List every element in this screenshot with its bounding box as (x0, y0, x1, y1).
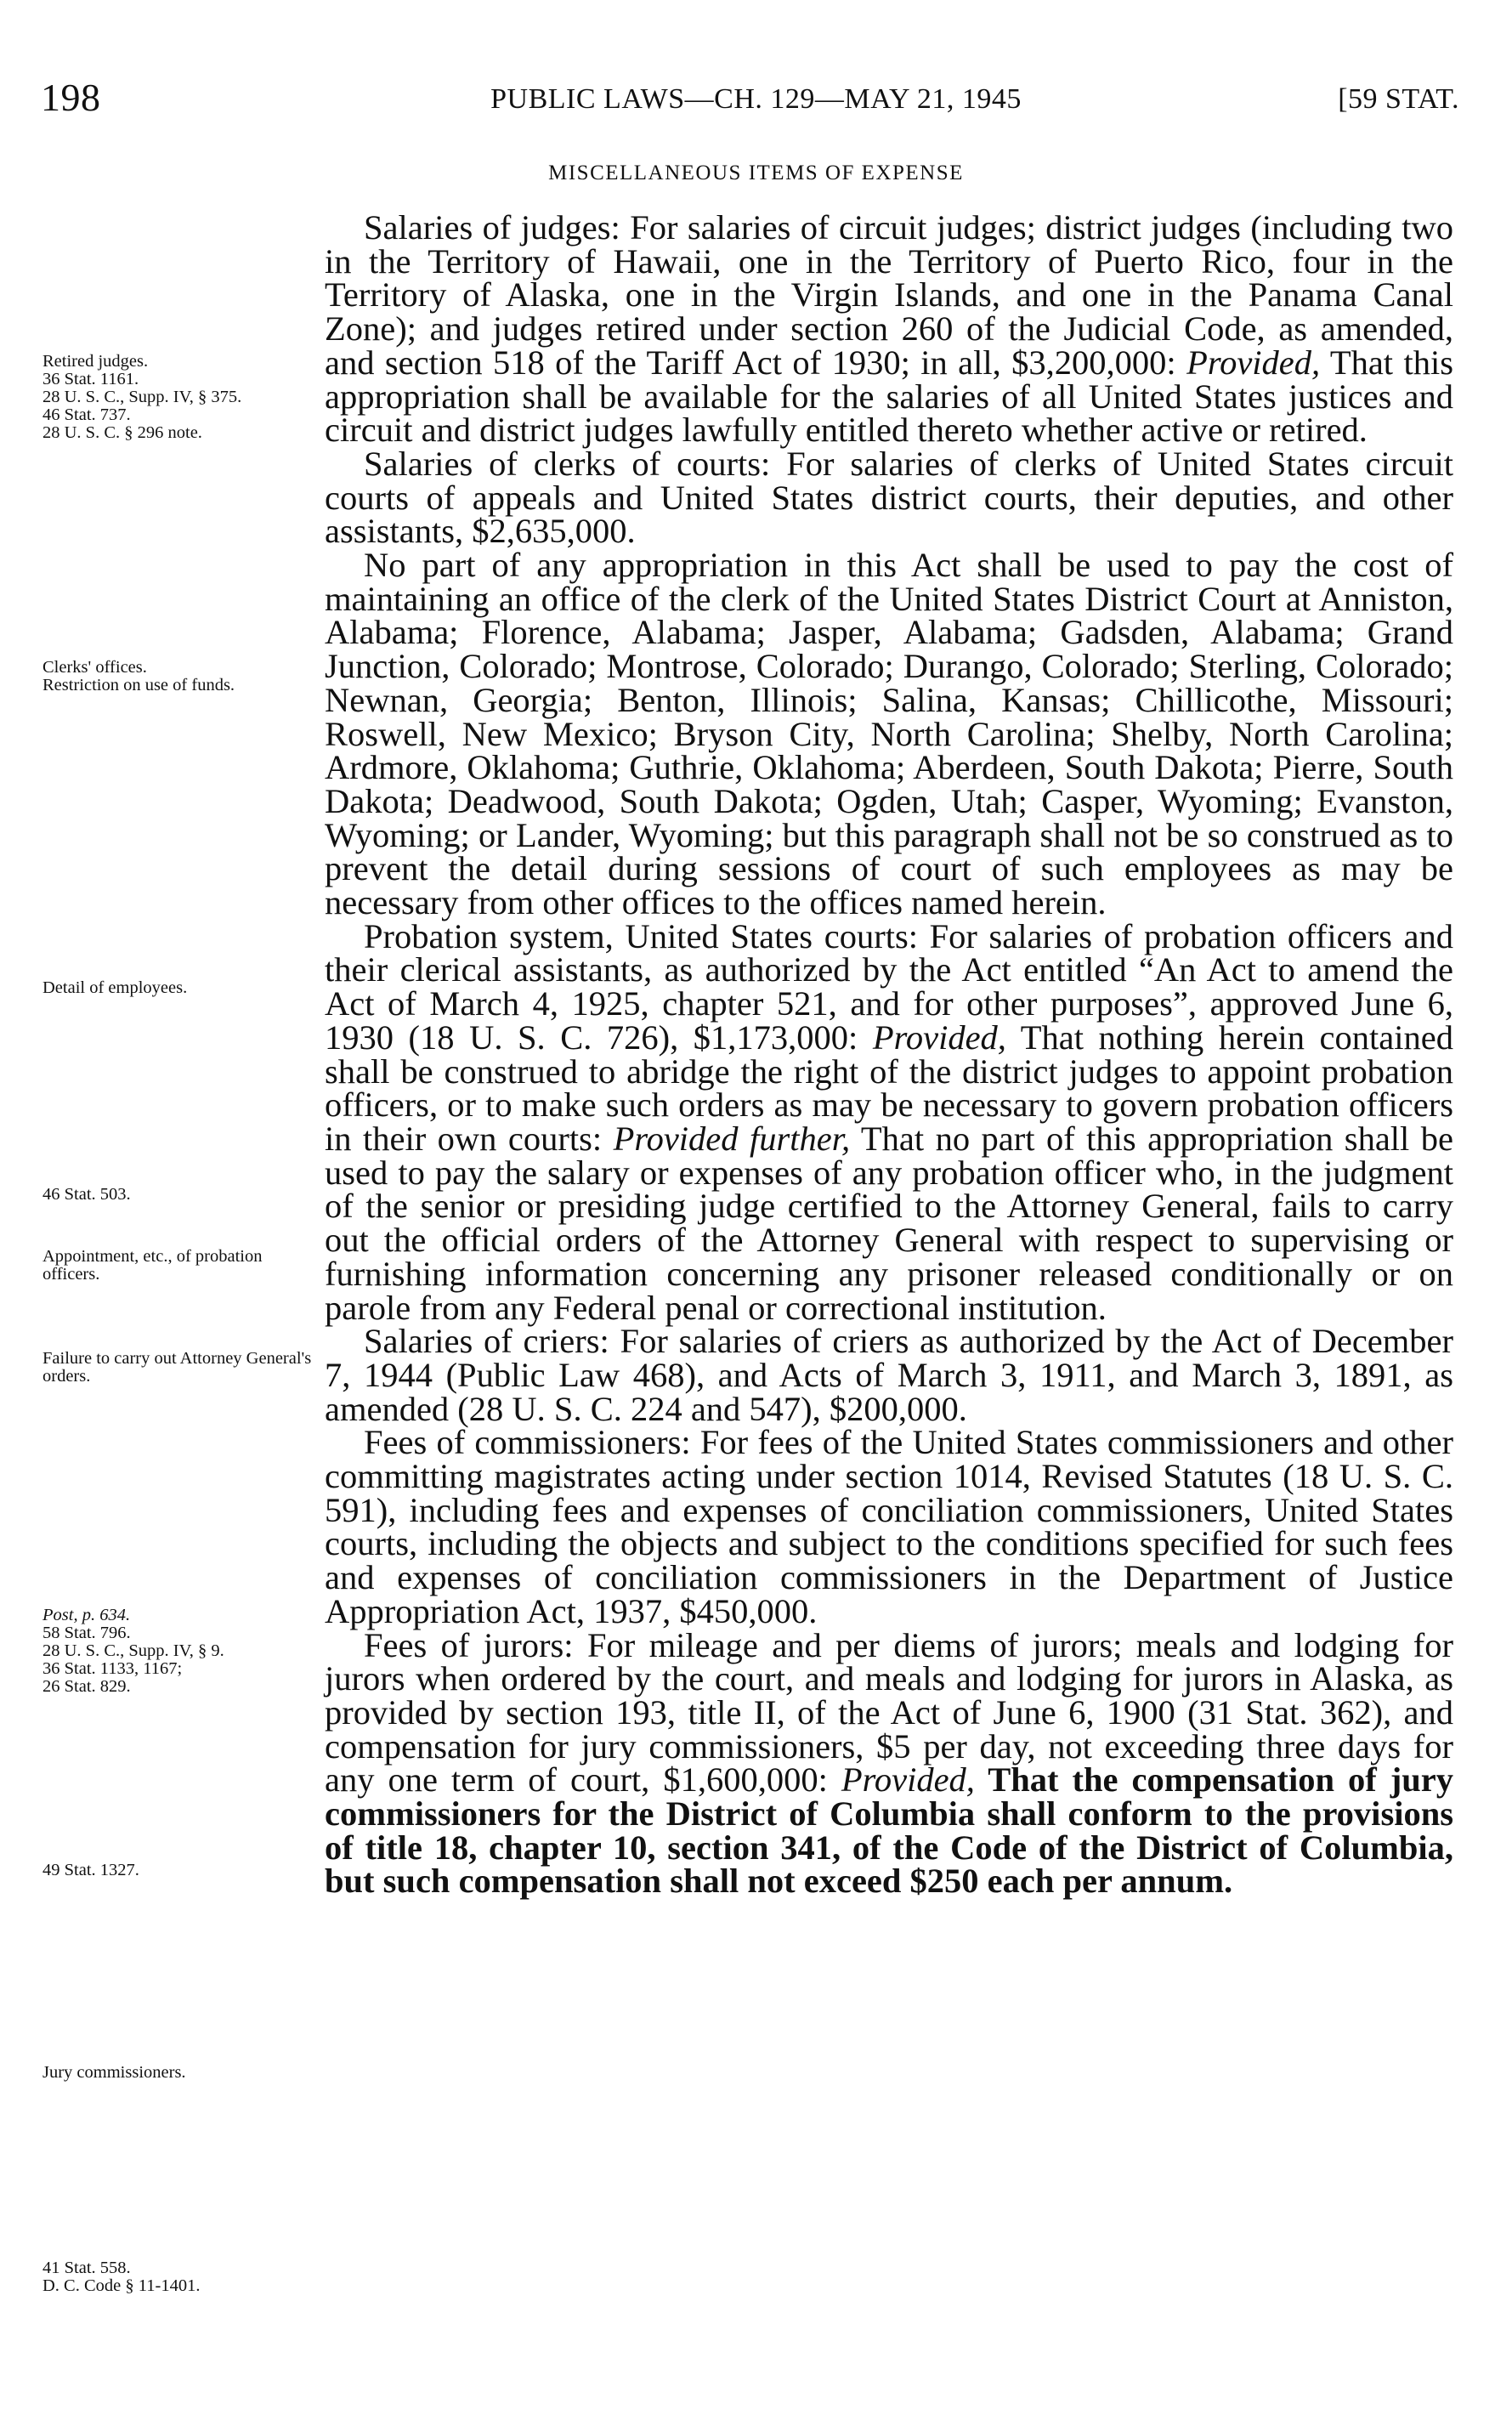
side-note-line: Failure to carry out Attorney General's orders. (42, 1349, 312, 1386)
running-title: PUBLIC LAWS—CH. 129—MAY 21, 1945 (490, 83, 1022, 115)
provided-clause: Provided, (841, 1760, 975, 1800)
side-note-line: Restriction on use of funds. (42, 676, 235, 694)
side-note-line: 26 Stat. 829. (42, 1677, 131, 1696)
side-note-line: 46 Stat. 503. (42, 1185, 131, 1204)
paragraph-salaries-of-judges (325, 208, 1453, 450)
side-note-detail-of-employees (42, 979, 313, 997)
text-run: Fees of commissioners: For fees of the United States commissioners and other committing magistrates acting under section 1014, Revised Statutes (18 U. S. C. 591), including fees and expenses of conciliation commissioners, United States courts, including the objects and subject to the conditions specified for such fees and expenses of conciliation commissioners in the Department of Justice Appropriation Act, 1937, $450,000. (325, 1423, 1453, 1630)
text-run: Probation system, United States courts: For salaries of probation officers and their clerical assistants, as authorized by the Act entitled “An Act to amend the Act of March 4, 1925, chapter 521, and for other purposes”, approved June 6, 1930 (18 U. S. C. 726), $1,173,000: (325, 916, 1453, 1057)
text-run: That this appropriation shall be available for the salaries of all United States justices and circuit and district judges lawfully entitled thereto whether active or retired. (325, 343, 1453, 450)
text-run: That the compensation of jury commissioners for the District of Columbia shall conform to the provisions of title 18, chapter 10, section 341, of the Code of the District of Columbia, but such compensation shall not exceed $250 each per annum. (325, 1760, 1454, 1901)
provided-clause: Provided, (872, 1017, 1006, 1057)
side-note-49-stat-1327 (42, 1862, 313, 1879)
paragraph-fees-of-jurors (325, 1625, 1454, 1901)
side-note-failure-orders (42, 1350, 313, 1386)
side-note-clerks-offices (42, 659, 313, 694)
text-run: That nothing herein contained shall be construed to abridge the right of the district judges to appoint probation officers, or to make such orders as may be necessary to govern probation officers in their own courts: (325, 1017, 1453, 1158)
side-note-line: 28 U. S. C., Supp. IV, § 9. (42, 1641, 224, 1660)
text-run: Salaries of clerks of courts: For salaries of clerks of United States circuit courts of appeals and United States district courts, their deputies, and other assistants, $2,635,000. (325, 444, 1453, 551)
paragraph-clerk-offices-restriction (325, 548, 1453, 920)
statute-reference: [59 STAT. (1338, 83, 1459, 115)
text-run: Fees of jurors: For mileage and per diems of jurors; meals and lodging for jurors when ordered by the court, and meals and lodging for jurors in Alaska, as provided by section 193, title II, of the Act of June 6, 1900 (31 Stat. 362), and compensation for jury commissioners, $5 per day, not exceeding three days for any one term of court, $1,600,000: (325, 1625, 1453, 1800)
side-note-line: 28 U. S. C. § 296 note. (42, 423, 202, 442)
side-note-line: 28 U. S. C., Supp. IV, § 375. (42, 388, 242, 406)
side-note-line: D. C. Code § 11-1401. (42, 2276, 201, 2295)
side-note-line: 49 Stat. 1327. (42, 1861, 139, 1879)
side-note-line: 41 Stat. 558. (42, 2259, 131, 2277)
side-note-46-stat-503 (42, 1186, 313, 1204)
side-note-line: Detail of employees. (42, 978, 188, 997)
paragraph-fees-of-commissioners (325, 1423, 1453, 1630)
side-note-line: Post, p. 634. (42, 1606, 131, 1624)
side-note-line: Appointment, etc., of probation officers. (42, 1247, 263, 1284)
side-note-jury-commissioners (42, 2064, 313, 2082)
provided-clause: Provided, (1186, 343, 1321, 382)
provided-further-clause: Provided further, (613, 1119, 851, 1158)
side-note-line: 36 Stat. 1133, 1167; (42, 1659, 183, 1678)
side-note-criers (42, 1607, 313, 1696)
side-note-retired-judges (42, 353, 313, 442)
body-text (325, 208, 1454, 1901)
side-note-dc-code (42, 2259, 313, 2295)
side-note-line: 58 Stat. 796. (42, 1624, 131, 1642)
side-note-line: Retired judges. (42, 352, 149, 371)
side-note-appointment (42, 1248, 313, 1284)
side-note-line: Clerks' offices. (42, 658, 147, 677)
side-note-line: 46 Stat. 737. (42, 405, 131, 424)
side-note-line: Jury commissioners. (42, 2063, 186, 2082)
text-run: Salaries of judges: For salaries of circuit judges; district judges (including two in the Territory of Hawaii, one in the Territory of Puerto Rico, four in the Territory of Alaska, one in the Virgin Islands, and one in the Panama Canal Zone); and judges retired under section 260 of the Judicial Code, as amended, and section 518 of the Tariff Act of 1930; in all, $3,200,000: (325, 208, 1453, 382)
text-run: No part of any appropriation in this Act shall be used to pay the cost of maintaining an office of the clerk of the United States District Court at Anniston, Alabama; Florence, Alabama; Jasper, Alabama; Gadsden, Alabama; Grand Junction, Colorado; Montrose, Colorado; Durango, Colorado; Sterling, Colorado; Newnan, Georgia; Benton, Illinois; Salina, Kansas; Chillicothe, Missouri; Roswell, New Mexico; Bryson City, North Carolina; Shelby, North Carolina; Ardmore, Oklahoma; Guthrie, Oklahoma; Aberdeen, South Dakota; Pierre, South Dakota; Deadwood, South Dakota; Ogden, Utah; Casper, Wyoming; Evanston, Wyoming; or Lander, Wyoming; but this paragraph shall not be so construed as to prevent the detail during sessions of court of such employees as may be necessary from other offices to the offices named herein. (325, 546, 1453, 922)
paragraph-salaries-of-clerks (325, 444, 1453, 551)
section-heading: MISCELLANEOUS ITEMS OF EXPENSE (548, 162, 964, 184)
text-run: That no part of this appropriation shall be used to pay the salary or expenses of any probation officer who, in the judgment of the senior or presiding judge certified to the Attorney General, fails to carry out the official orders of the Attorney General with respect to supervising or furnishing information concerning any prisoner released conditionally or on parole from any Federal penal or correctional institution. (325, 1119, 1453, 1327)
side-note-line: 36 Stat. 1161. (42, 370, 139, 388)
text-run: Salaries of criers: For salaries of criers as authorized by the Act of December 7, 1944 (Public Law 468), and Acts of March 3, 1911, and March 3, 1891, as amended (28 U. S. C. 224 and 547), $200,000. (325, 1322, 1453, 1428)
paragraph-salaries-of-criers (325, 1324, 1453, 1426)
paragraph-probation-system (325, 916, 1453, 1327)
page-number: 198 (41, 76, 101, 119)
